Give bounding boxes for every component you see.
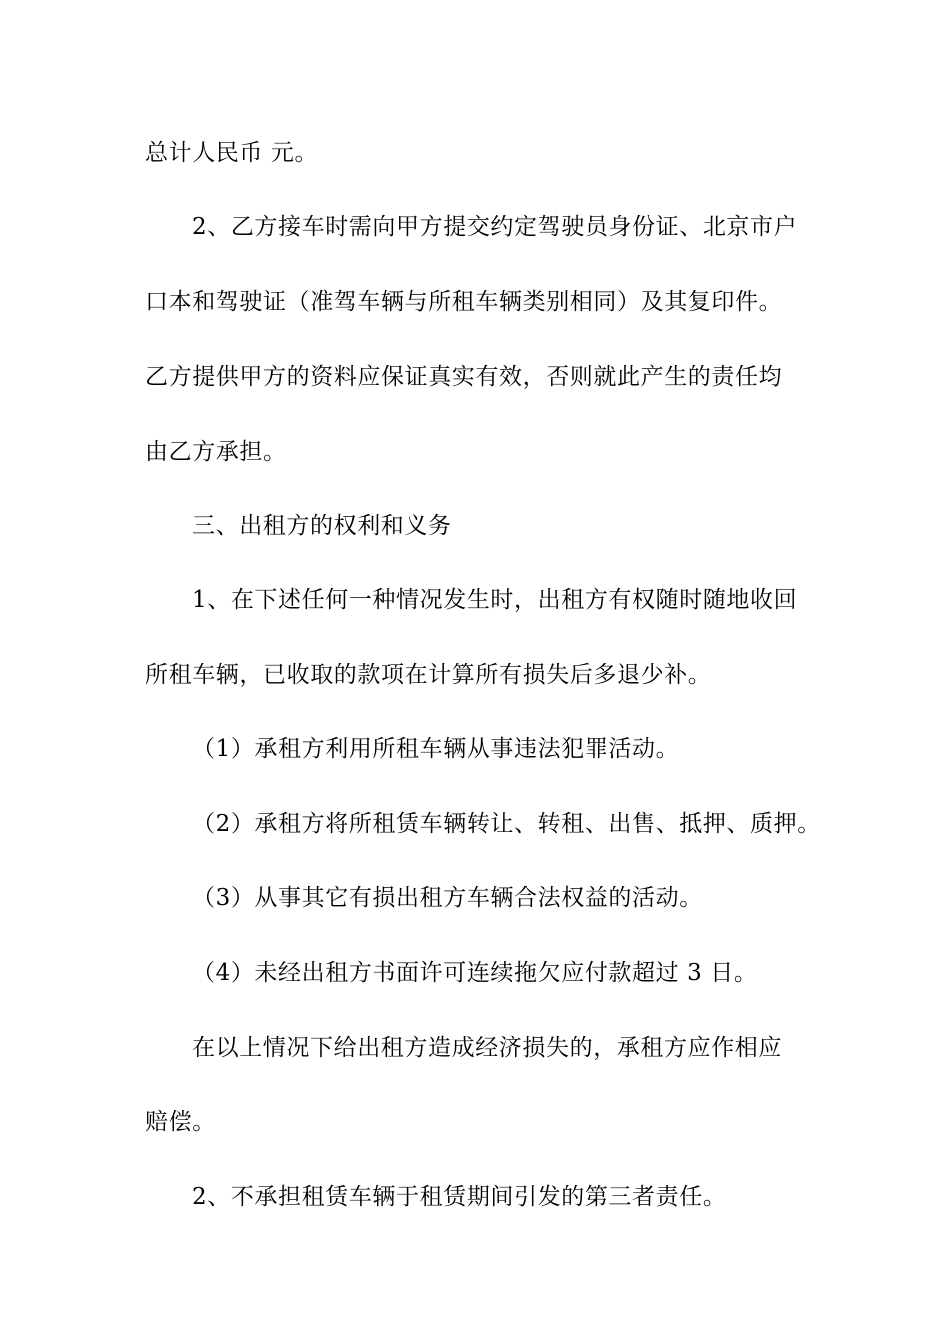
paragraph-line: 乙方提供甲方的资料应保证真实有效，否则就此产生的责任均	[145, 364, 783, 390]
list-item: （3）从事其它有损出租方车辆合法权益的活动。	[192, 885, 703, 911]
paragraph-line: 2、乙方接车时需向甲方提交约定驾驶员身份证、北京市户	[192, 214, 798, 240]
paragraph-line: 在以上情况下给出租方造成经济损失的，承租方应作相应	[192, 1035, 782, 1061]
paragraph-line: 2、不承担租赁车辆于租赁期间引发的第三者责任。	[192, 1184, 727, 1210]
paragraph-line: 所租车辆，已收取的款项在计算所有损失后多退少补。	[145, 662, 712, 688]
list-item: （1）承租方利用所租车辆从事违法犯罪活动。	[192, 736, 680, 762]
paragraph-line: 赔偿。	[145, 1109, 216, 1135]
list-item: （4）未经出租方书面许可连续拖欠应付款超过 3 日。	[192, 960, 758, 986]
paragraph-line: 1、在下述任何一种情况发生时，出租方有权随时随地收回	[192, 587, 798, 613]
paragraph-line: 总计人民币 元。	[145, 140, 319, 166]
paragraph-line: 由乙方承担。	[145, 439, 287, 465]
section-heading: 三、出租方的权利和义务	[192, 513, 452, 539]
paragraph-line: 口本和驾驶证（准驾车辆与所租车辆类别相同）及其复印件。	[145, 289, 783, 315]
list-item: （2）承租方将所租赁车辆转让、转租、出售、抵押、质押。	[192, 811, 821, 837]
